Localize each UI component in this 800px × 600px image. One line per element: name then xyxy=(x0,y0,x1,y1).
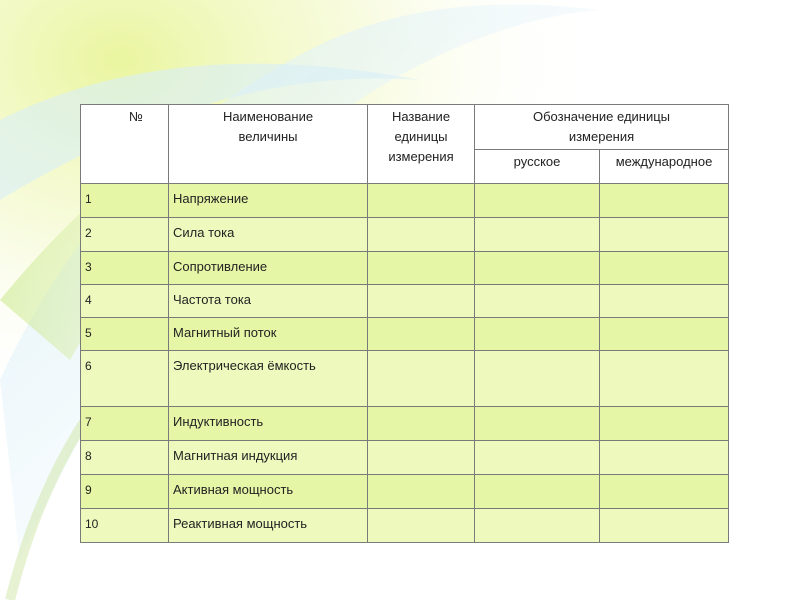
row-international-cell xyxy=(600,285,729,318)
row-russian-cell xyxy=(475,218,600,252)
row-russian-cell xyxy=(475,441,600,475)
table-row xyxy=(81,218,729,252)
table-row xyxy=(81,184,729,218)
row-international-cell xyxy=(600,509,729,543)
table-row xyxy=(81,475,729,509)
header-quantity-name-line1: Наименование xyxy=(222,109,314,124)
header-number xyxy=(81,105,169,184)
row-russian-cell xyxy=(475,318,600,351)
row-international-cell xyxy=(600,475,729,509)
units-table xyxy=(80,104,729,543)
row-number: 3 xyxy=(81,252,169,285)
row-international-cell xyxy=(600,407,729,441)
row-russian-cell xyxy=(475,285,600,318)
row-unit-name-cell xyxy=(368,318,475,351)
row-international-cell xyxy=(600,218,729,252)
header-unit-name-line2: единицы xyxy=(394,129,448,144)
row-international-cell xyxy=(600,318,729,351)
row-quantity-name: Частота тока xyxy=(169,285,368,318)
row-unit-name-cell xyxy=(368,475,475,509)
row-russian-cell xyxy=(475,351,600,407)
row-number: 9 xyxy=(81,475,169,509)
row-russian-cell xyxy=(475,252,600,285)
row-russian-cell xyxy=(475,184,600,218)
row-international-cell xyxy=(600,252,729,285)
row-russian-cell xyxy=(475,407,600,441)
row-russian-cell xyxy=(475,509,600,543)
row-quantity-name: Сопротивление xyxy=(169,252,368,285)
header-unit-name-line3: измерения xyxy=(388,149,454,164)
row-russian-cell xyxy=(475,475,600,509)
header-quantity-name xyxy=(169,105,368,184)
row-unit-name-cell xyxy=(368,509,475,543)
row-number: 7 xyxy=(81,407,169,441)
table-row xyxy=(81,252,729,285)
row-international-cell xyxy=(600,184,729,218)
header-unit-name-line1: Название xyxy=(391,109,451,124)
table-row xyxy=(81,285,729,318)
row-international-cell xyxy=(600,441,729,475)
row-quantity-name: Электрическая ёмкость xyxy=(169,351,368,407)
header-unit-symbol-line2: измерения xyxy=(568,129,635,144)
row-number: 2 xyxy=(81,218,169,252)
header-international-label: международное xyxy=(615,154,713,169)
row-number: 10 xyxy=(81,509,169,543)
row-number: 1 xyxy=(81,184,169,218)
row-number: 5 xyxy=(81,318,169,351)
header-unit-symbol xyxy=(475,105,729,150)
header-quantity-name-line2: величины xyxy=(238,129,298,144)
row-unit-name-cell xyxy=(368,252,475,285)
row-quantity-name: Магнитная индукция xyxy=(169,441,368,475)
row-quantity-name: Реактивная мощность xyxy=(169,509,368,543)
header-russian-label: русское xyxy=(513,154,561,169)
table-row xyxy=(81,441,729,475)
row-unit-name-cell xyxy=(368,218,475,252)
row-number: 8 xyxy=(81,441,169,475)
row-quantity-name: Напряжение xyxy=(169,184,368,218)
header-unit-symbol-line1: Обозначение единицы xyxy=(532,109,671,124)
header-russian xyxy=(475,150,600,184)
row-quantity-name: Индуктивность xyxy=(169,407,368,441)
row-quantity-name: Сила тока xyxy=(169,218,368,252)
row-number: 6 xyxy=(81,351,169,407)
row-unit-name-cell xyxy=(368,441,475,475)
header-international xyxy=(600,150,729,184)
row-unit-name-cell xyxy=(368,184,475,218)
row-international-cell xyxy=(600,351,729,407)
row-quantity-name: Магнитный поток xyxy=(169,318,368,351)
row-unit-name-cell xyxy=(368,351,475,407)
header-number-label: № xyxy=(129,109,143,124)
row-number: 4 xyxy=(81,285,169,318)
table-row xyxy=(81,407,729,441)
table-row xyxy=(81,351,729,407)
header-unit-name xyxy=(368,105,475,184)
row-quantity-name: Активная мощность xyxy=(169,475,368,509)
table-row xyxy=(81,318,729,351)
row-unit-name-cell xyxy=(368,285,475,318)
table-row xyxy=(81,509,729,543)
row-unit-name-cell xyxy=(368,407,475,441)
